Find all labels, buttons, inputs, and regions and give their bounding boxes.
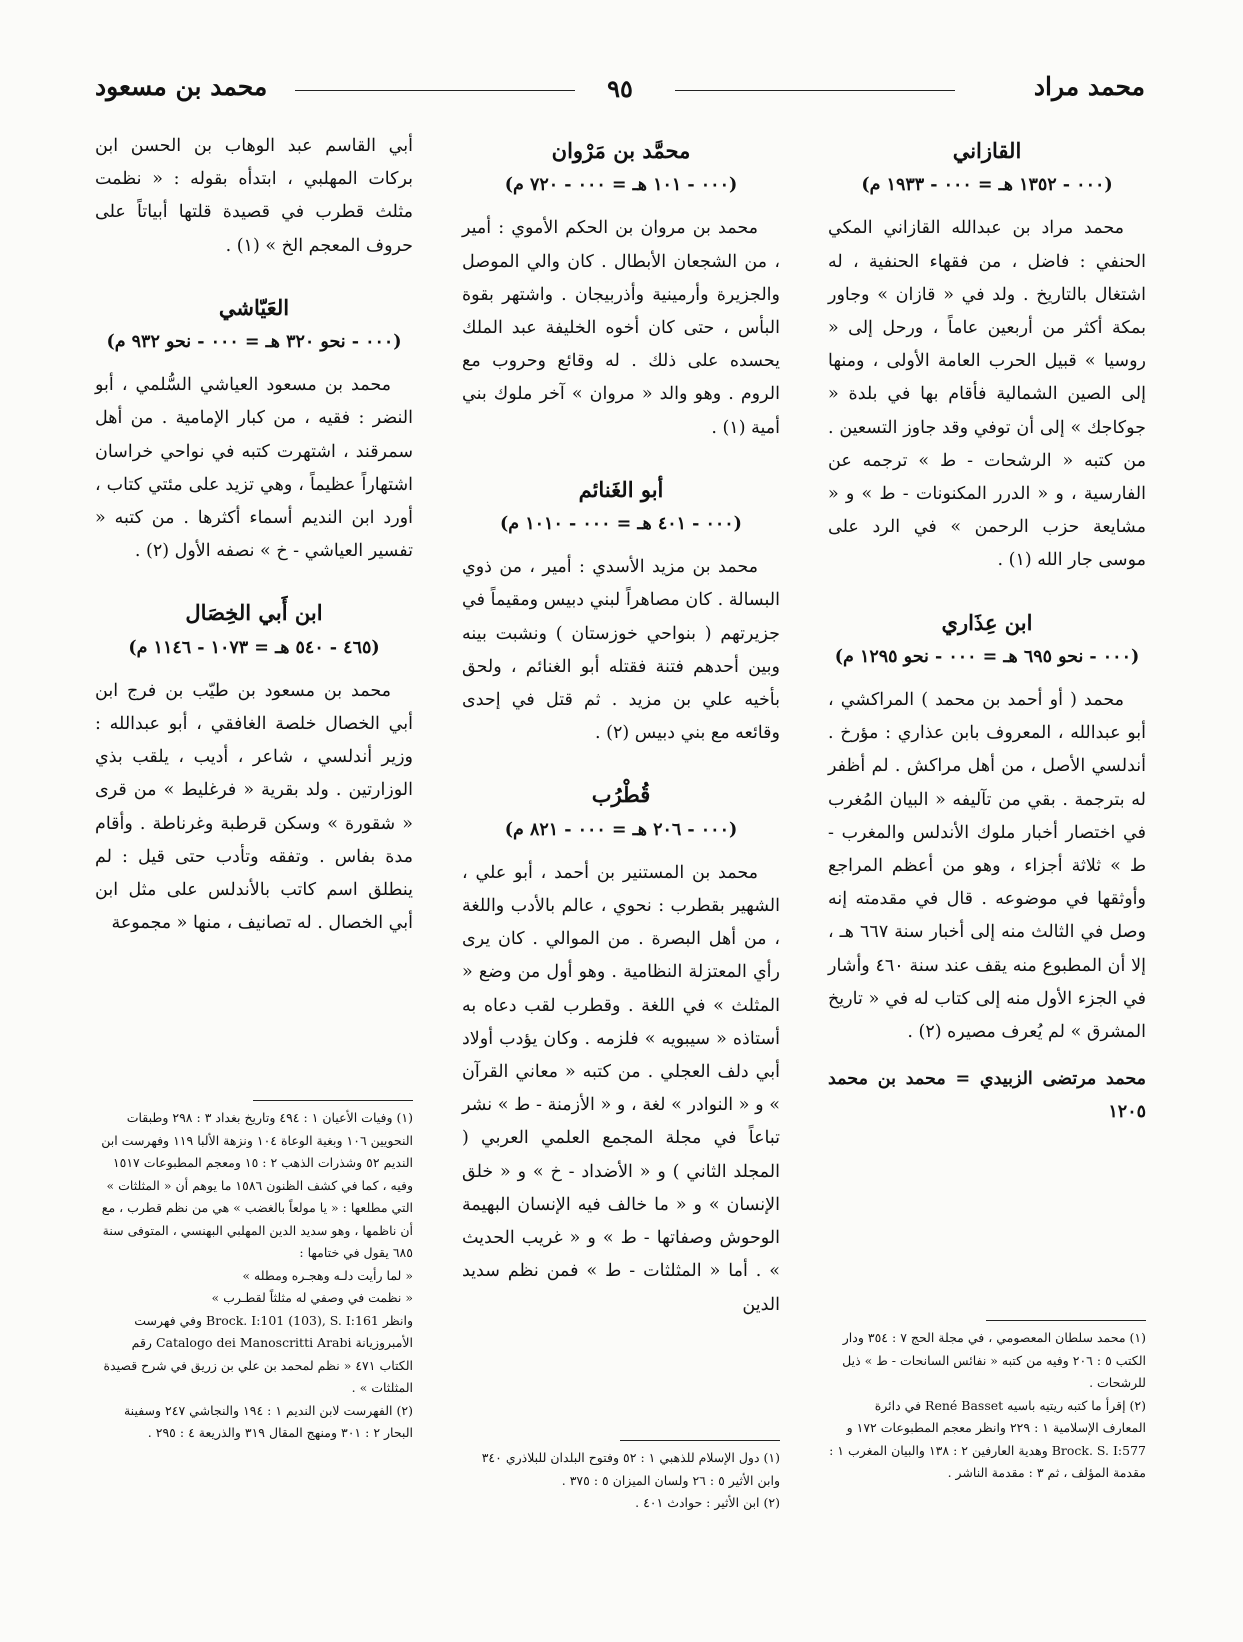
entry-title: ابن عِذَاري [941, 609, 1033, 635]
entry [462, 778, 780, 1321]
entry-dates: (٠٠٠ - نحو ٦٩٥ هـ = ٠٠٠ - نحو ١٢٩٥ م) [834, 646, 1140, 667]
column-left [95, 130, 413, 968]
running-head-right: محمد مراد [1033, 72, 1145, 101]
header-rule-left [295, 90, 575, 91]
entry-dates: (٤٦٥ - ٥٤٠ هـ = ١٠٧٣ - ١١٤٦ م) [128, 637, 380, 658]
footnote-rule [620, 1440, 780, 1441]
entry-dates: (٠٠٠ - ٢٠٦ هـ = ٠٠٠ - ٨٢١ م) [504, 819, 738, 840]
footnote-rule [986, 1320, 1146, 1321]
entry [828, 134, 1146, 578]
footnote-verse: « نظمت في وصفي له مثلثاً لقطـرب » [211, 1290, 413, 1305]
entry-text: محمد بن مزيد الأسدي : أمير ، من ذوي البسالة . كان مصاهراً لبني دبيس ومقيماً في جزيرتهم ( بنواحي خوزستان ) ونشبت بينه وبين أحدهم فتنة فقتله أبو الغنائم ، ولحق بأخيه علي بن مزيد . ثم قتل في إحدى وقائعه مع بني دبيس (٢) . [462, 557, 780, 744]
entry-text: محمد مراد بن عبدالله القازاني المكي الحنفي : فاضل ، من فقهاء الحنفية ، له اشتغال بالتاريخ . ولد في « قازان » وجاور بمكة أكثر من أربعين عاماً ، ورحل إلى « روسيا » قبيل الحرب العامة الأولى ، ومنها إلى الصين الشمالية فأقام بها في بلدة « جوكاجك » إلى أن توفي وقد جاوز التسعين . من كتبه « الرشحات - ط » ترجمه عن الفارسية ، و « الدرر المكنونات - ط » و « مشايعة حزب الرحمن » في الرد على موسى جار الله (١) . [828, 218, 1146, 571]
entry-title: ابن أَبي الخِصَال [185, 600, 323, 626]
footnotes-middle [462, 1440, 780, 1515]
entry-text: محمد بن مسعود العياشي السُّلمي ، أبو النضر : فقيه ، من كبار الإمامية . من أهل سمرقند ، اشتهرت كتبه في نواحي خراسان اشتهاراً عظيماً ، وهي تزيد على مئتي كتاب ، أورد ابن النديم أسماء أكثرها . من كتبه « تفسير العياشي - خ » نصفه الأول (٢) . [95, 375, 413, 562]
entry [95, 596, 413, 940]
entry [462, 473, 780, 751]
footnote-verse: « لما رأيت دلـه وهجـره ومطله » [242, 1267, 413, 1283]
footnote: (١) وفيات الأعيان ١ : ٤٩٤ وتاريخ بغداد ٣ : ٢٩٨ وطبقات النحويين ١٠٦ وبغية الوعاة ١٠٤ ونزهة الألبا ١١٩ وفهرست ابن النديم ٥٢ وشذرات الذهب ٢ : ١٥ ومعجم المطبوعات ١٥١٧ وفيه ، كما في كشف الظنون ١٥٨٦ ما يوهم أن « المثلثات » التي مطلعها : « يا مولعاً بالغضب » هي من نظم قطرب ، مع أن ناظمها ، وهو سديد الدين المهلبي البهنسي ، المتوفى سنة ٦٨٥ يقول في ختامها : [101, 1110, 413, 1260]
footnotes-left [95, 1100, 413, 1445]
entry-text: محمد ( أو أحمد بن محمد ) المراكشي ، أبو عبدالله ، المعروف بابن عذاري : مؤرخ . أندلسي الأصل ، من أهل مراكش . لم أظفر له بترجمة . بقي من تآليفه « البيان المُغرب في اختصار أخبار ملوك الأندلس والمغرب - ط » ثلاثة أجزاء ، وهو من أعظم المراجع وأوثقها في موضوعه . قال في مقدمته إنه وصل في الثالث منه إلى أخبار سنة ٦٦٧ هـ ، إلا أن المطبوع منه يقف عند سنة ٤٦٠ وأشار في الجزء الأول منه إلى كتاب له في « تاريخ المشرق » لم يُعرف مصيره (٢) . [828, 690, 1146, 1043]
column-middle [462, 130, 780, 1350]
entry-dates: (٠٠٠ - ٤٠١ هـ = ٠٠٠ - ١٠١٠ م) [500, 514, 742, 535]
entry-title: العَيّاشي [218, 294, 290, 320]
entry-text: محمد بن المستنير بن أحمد ، أبو علي ، الشهير بقطرب : نحوي ، عالم بالأدب واللغة ، من أهل البصرة . من الموالي . كان يرى رأي المعتزلة النظامية . وهو أول من وضع « المثلث » في اللغة . وقطرب لقب دعاه به أستاذه « سيبويه » فلزمه . وكان يؤدب أولاد أبي دلف العجلي . من كتبه « معاني القرآن » و « النوادر » لغة ، و « الأزمنة - ط » نشر تباعاً في مجلة المجمع العلمي العربي ( المجلد الثاني ) و « الأضداد - خ » و « خلق الإنسان » و « ما خالف فيه الإنسان البهيمة الوحوش وصفاتها - ط » و « غريب الحديث » . أما « المثلثات - ط » فمن نظم سديد الدين [462, 862, 780, 1315]
entry [462, 134, 780, 445]
running-head-left: محمد بن مسعود [95, 72, 268, 101]
footnote: (٢) إقرأ ما كتبه ريتيه باسيه René Basset في دائرة المعارف الإسلامية ١ : ٢٢٩ وانظر معجم المطبوعات ١٧٢ و Brock. S. I:577 وهدية العارفين ٢ : ١٣٨ والبيان المغرب ١ : مقدمة المؤلف ، ثم ٣ : مقدمة الناشر . [829, 1397, 1146, 1480]
entry-title: محمَّد بن مَرْوان [551, 138, 691, 163]
entry [95, 291, 413, 569]
column-right [828, 130, 1146, 1130]
footnote: (١) محمد سلطان المعصومي ، في مجلة الحج ٧ : ٣٥٤ ودار الكتب ٥ : ٢٠٦ وفيه من كتبه « نفائس السانحات - ط » ذيل للرشحات . [842, 1330, 1146, 1390]
entry-title: قُطْرُب [591, 782, 651, 808]
footnote: وانظر Brock. I:101 (103), S. I:161 وفي فهرست الأمبروزيانة Catalogo dei Manoscritti Arabi رقم الكتاب ٤٧١ « نظم لمحمد بن علي بن زريق في شرح قصيدة المثلثات » . [103, 1312, 413, 1395]
footnote-rule [253, 1100, 413, 1101]
entry-dates: (٠٠٠ - نحو ٣٢٠ هـ = ٠٠٠ - نحو ٩٣٢ م) [106, 332, 402, 353]
entry-dates: (٠٠٠ - ١٣٥٢ هـ = ٠٠٠ - ١٩٣٣ م) [861, 175, 1113, 196]
footnote: (١) دول الإسلام للذهبي ١ : ٥٢ وفتوح البلدان للبلاذري ٣٤٠ وابن الأثير ٥ : ٢٦ ولسان الميزان ٥ : ٣٧٥ . [481, 1450, 780, 1488]
entry-title: القازاني [952, 138, 1022, 163]
footnote: (٢) الفهرست لابن النديم ١ : ١٩٤ والنجاشي ٢٤٧ وسفينة البحار ٢ : ٣٠١ ومنهج المقال ٣١٩ والذريعة ٤ : ٢٩٥ . [123, 1402, 413, 1440]
page-header [95, 72, 1145, 112]
footnotes-right [828, 1320, 1146, 1485]
entry-title: أبو الغَنائم [578, 476, 664, 502]
cross-reference: محمد مرتضى الزبيدي = محمد بن محمد ١٢٠٥ [828, 1069, 1146, 1123]
header-rule-right [675, 90, 955, 91]
page-number: ٩٥ [607, 74, 633, 103]
entry [828, 606, 1146, 1050]
entry-text: أبي القاسم عبد الوهاب بن الحسن ابن بركات المهلبي ، ابتدأه بقوله : « نظمت مثلث قطرب في قصيدة قلتها أبياتاً على حروف المعجم الخ » (١) . [95, 136, 413, 256]
footnote: (٢) ابن الأثير : حوادث ٤٠١ . [635, 1495, 780, 1510]
entry-text: محمد بن مسعود بن طيّب بن فرج ابن أبي الخصال خلصة الغافقي ، أبو عبدالله : وزير أندلسي ، شاعر ، أديب ، يلقب بذي الوزارتين . ولد بقرية « فرغليط » من قرى « شقورة » وسكن قرطبة وغرناطة . وأقام مدة بفاس . وتفقه وتأدب حتى قيل : لم ينطلق اسم كاتب بالأندلس على مثل ابن أبي الخصال . له تصانيف ، منها « مجموعة [95, 680, 413, 934]
entry-dates: (٠٠٠ - ١٠١ هـ = ٠٠٠ - ٧٢٠ م) [504, 175, 738, 196]
entry-text: محمد بن مروان بن الحكم الأموي : أمير ، من الشجعان الأبطال . كان والي الموصل والجزيرة وأرمينية وأذربيجان . واشتهر بقوة البأس ، حتى كان أخوه الخليفة عبد الملك يحسده على ذلك . له وقائع وحروب مع الروم . وهو والد « مروان » آخر ملوك بني أمية (١) . [462, 218, 780, 438]
entry [95, 130, 413, 263]
